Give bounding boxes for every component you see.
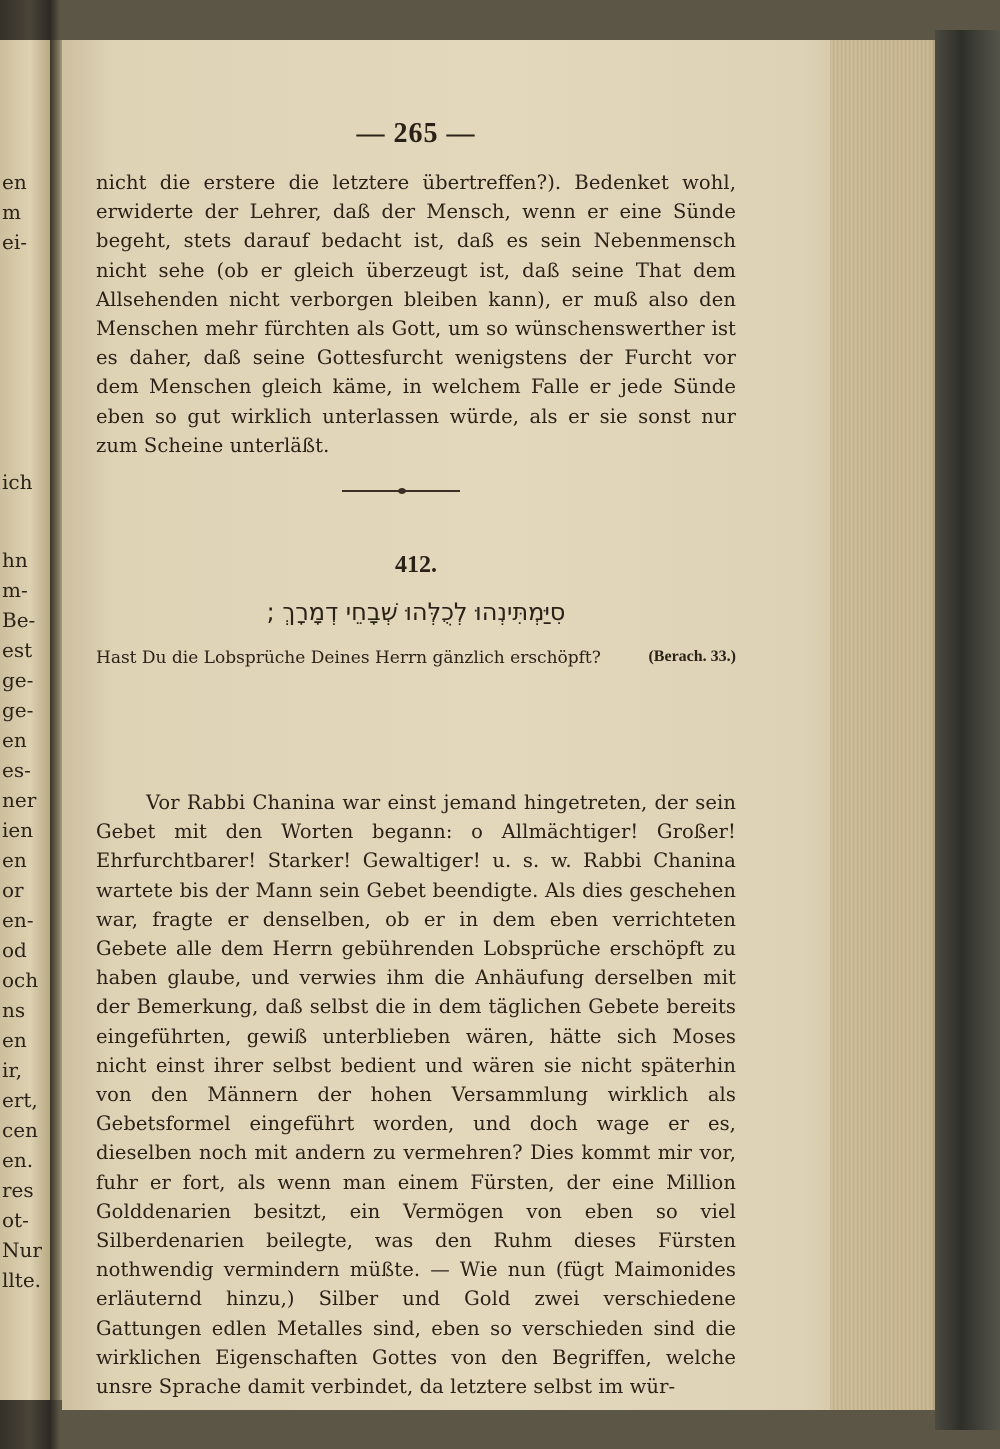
left-fragment: m- <box>2 578 28 602</box>
book-cover-edge <box>935 30 1000 1430</box>
left-fragment: Nur <box>2 1238 42 1262</box>
left-fragment: en- <box>2 908 34 932</box>
left-fragment: ner <box>2 788 37 812</box>
left-page-edge <box>0 40 50 1400</box>
left-fragment: ich <box>2 470 33 494</box>
paragraph-body <box>96 788 736 1401</box>
paragraph-continuation: nicht die erstere die letztere übertreffen?). Bedenket wohl, erwiderte der Lehrer, daß der Mensch, wenn er eine Sünde begeht, stets darauf bedacht ist, daß es sein Nebenmensch nicht sehe (ob er gleich überzeugt ist, daß seine That dem Allsehenden nicht verborgen bleiben kann), er muß also den Menschen mehr fürchten als Gott, um so wünschenswerther ist es daher, daß seine Gottesfurcht wenigstens der Furcht vor dem Menschen gleich käme, in welchem Falle er jede Sünde eben so gut wirklich unterlassen würde, als er sie sonst nur zum Scheine unterläßt. <box>96 171 736 457</box>
left-fragment: res <box>2 1178 34 1202</box>
left-fragment: od <box>2 938 27 962</box>
left-fragment: Be- <box>2 608 36 632</box>
page-number: — 265 — <box>356 118 476 149</box>
left-fragment: ot- <box>2 1208 29 1232</box>
left-fragment: en <box>2 848 27 872</box>
left-fragment: en <box>2 170 27 194</box>
section-number: 412. <box>395 552 437 578</box>
left-fragment: ns <box>2 998 26 1022</box>
section-divider <box>342 490 460 492</box>
paragraph-body-text: Vor Rabbi Chanina war einst jemand hingetreten, der sein Gebet mit den Worten begann: o Allmächtiger! Großer! Ehrfurchtbarer! Starker! Gewaltiger! u. s. w. Rabbi Chanina wartete bis der Mann sein Gebet beendigte. Als dies geschehen war, fragte er denselben, ob er in dem eben verrichteten Gebete alle dem Herrn gebührenden Lobsprüche erschöpft zu haben glaube, und verwies ihm die Anhäufung derselben mit der Bemerkung, daß selbst die in dem täglichen Gebete bereits eingeführten, gewiß unterblieben wären, hätte sich Moses nicht einst ihrer selbst bedient und wären sie nicht späterhin von den Männern der hohen Versammlung wirklich als Gebetsformel eingeführt worden, und doch wage er es, dieselben noch mit andern zu vermehren? Dies kommt mir vor, fuhr er fort, als wenn man einem Fürsten, der eine Million Golddenarien besitzt, ein Vermögen von eben so viel Silberdenarien beilegte, was den Ruhm dieses Fürsten nothwendig vermindern müßte. — Wie nun (fügt Maimonides erläuternd hinzu,) Silber und Gold zwei verschiedene Gattungen edlen Metalles sind, eben so verschieden sind die wirklichen Eigenschaften Gottes von den Begriffen, welche unsre Sprache damit verbindet, da letztere selbst im wür- <box>96 791 736 1399</box>
left-fragment: en <box>2 728 27 752</box>
left-fragment: cen <box>2 1118 38 1142</box>
left-fragment: hn <box>2 548 28 572</box>
hebrew-quote: סִיַּמְתִּינְהוּ לְכֻלְּהוּ שְׁבָחֵי דְמָרָךְ ; <box>266 598 566 626</box>
left-fragment: es- <box>2 758 31 782</box>
left-fragment: ge- <box>2 668 34 692</box>
left-fragment: m <box>2 200 21 224</box>
left-fragment: en. <box>2 1148 34 1172</box>
source-reference: (Berach. 33.) <box>648 648 736 665</box>
translation-text: Hast Du die Lobsprüche Deines Herrn gänzlich erschöpft? <box>96 648 601 668</box>
left-fragment: och <box>2 968 39 992</box>
left-fragment: or <box>2 878 24 902</box>
translation-line <box>96 648 736 668</box>
left-fragment: ge- <box>2 698 34 722</box>
left-fragment: llte. <box>2 1268 42 1292</box>
left-fragment: ert, <box>2 1088 38 1112</box>
left-fragment: est <box>2 638 33 662</box>
left-fragment: ir, <box>2 1058 23 1082</box>
page-edges <box>830 40 940 1410</box>
left-fragment: ei- <box>2 230 27 254</box>
left-fragment: ien <box>2 818 34 842</box>
left-fragment: en <box>2 1028 27 1052</box>
